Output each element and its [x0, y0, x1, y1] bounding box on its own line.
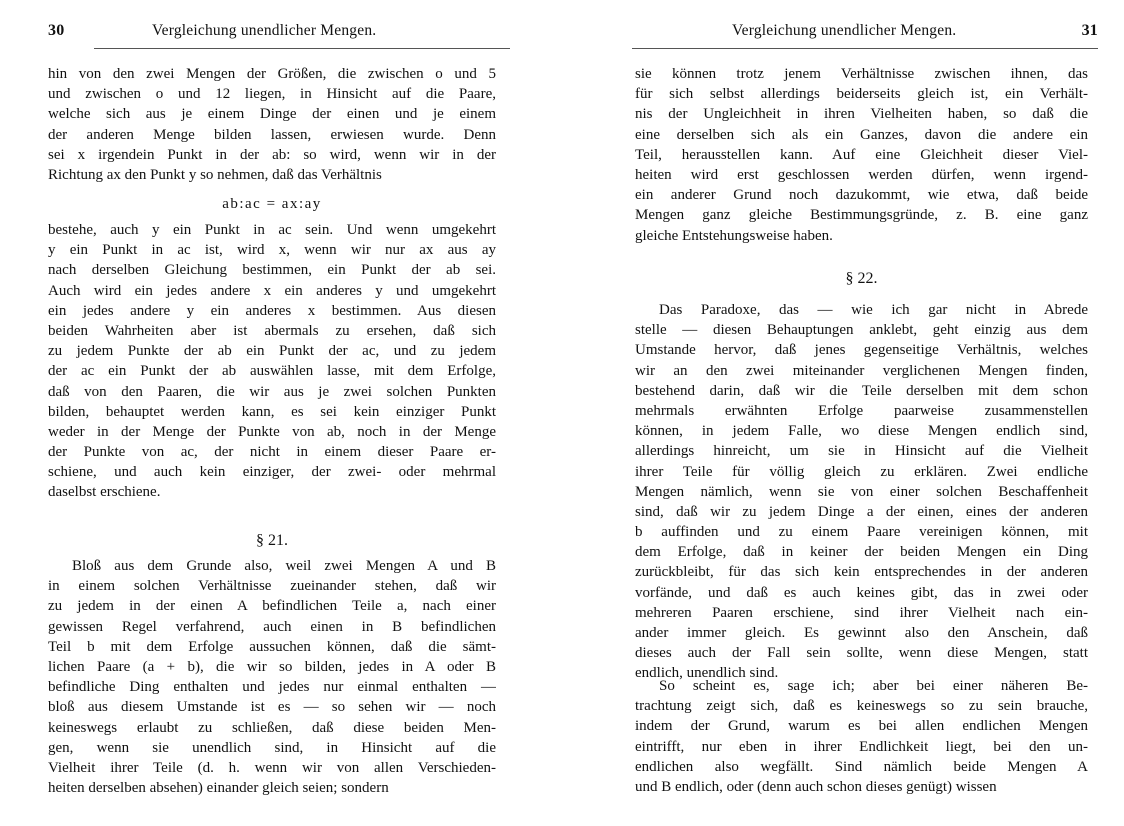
head-rule-left — [94, 48, 510, 49]
text-line: schiene, und auch kein einziger, der zwei- oder mehrmal — [48, 464, 496, 481]
running-head-right — [632, 22, 1098, 44]
formula-ratio: ab:ac = ax:ay — [222, 196, 322, 212]
text-line: sie können trotz jenem Verhältnisse zwischen ihnen, das — [635, 66, 1088, 82]
text-line: hin von den zwei Mengen der Größen, die zwischen o und 5 — [48, 66, 496, 82]
text-line: sei x irgendein Punkt in der ab: so wird, wenn wir in der — [48, 146, 496, 163]
text-line: Mengen nämlich, wenn sie von einer solchen Beschaffenheit — [635, 483, 1088, 500]
right-paragraph-2 — [635, 300, 1088, 684]
text-line: Teil b mit dem Erfolge aussuchen können, daß die sämt- — [48, 638, 496, 655]
text-line: welche sich aus je einem Dinge der einen und je einem — [48, 106, 496, 123]
text-line: der Punkte von ac, der nicht in einem dieser Paare er- — [48, 444, 496, 461]
text-line: gen, wenn sie unendlich sind, in Hinsicht auf die — [48, 739, 496, 756]
text-line: stelle — diesen Behauptungen anklebt, geht einzig aus dem — [635, 322, 1088, 339]
right-paragraph-1 — [635, 64, 1088, 246]
text-line: wir an den zwei miteinander verglichenen Mengen finden, — [635, 362, 1088, 379]
text-line: eine derselben sich als ein Ganzes, davon die andere ein — [635, 126, 1088, 143]
text-line: endlichen also wegfällt. Sind nämlich beide Mengen A — [635, 758, 1088, 775]
text-line: zu jedem Punkte der ab ein Punkt der ac, und zu jedem — [48, 343, 496, 360]
right-page — [562, 0, 1124, 826]
text-line: Richtung ax den Punkt y so nehmen, daß das Verhältnis — [48, 166, 382, 183]
text-line: mehrmals erwähnten Erfolge paarweise zusammenstellen — [635, 402, 1088, 419]
text-line: dem Erfolge, daß in keiner der beiden Mengen ein Ding — [635, 544, 1088, 561]
text-line: Mengen ganz gleiche Bestimmungsgründe, z. B. eine ganz — [635, 207, 1088, 224]
text-line: vorfände, und daß es auch keines gibt, das in zwei oder — [635, 584, 1088, 601]
text-line: gleiche Entstehungsweise haben. — [635, 227, 833, 244]
left-paragraph-1 — [48, 64, 496, 185]
running-head-left — [48, 22, 510, 44]
text-line: nach derselben Gleichung bestimmen, ein Punkt der ab sei. — [48, 262, 496, 279]
text-line: heiten wird erst geschlossen werden dürfen, wenn irgend- — [635, 166, 1088, 183]
text-line: y ein Punkt in ac ist, wird x, wenn wir nur ax aus ay — [48, 242, 496, 259]
text-line: ander immer gleich. Es gewinnt also den Anschein, daß — [635, 625, 1088, 641]
text-line: bestehe, auch y ein Punkt in ac sein. Und wenn umgekehrt — [48, 222, 496, 238]
text-line: Teil, herausstellen kann. Auf eine Gleichheit dieser Viel- — [635, 146, 1088, 163]
page-number-left: 30 — [48, 22, 65, 39]
running-head-title-right: Vergleichung unendlicher Mengen. — [732, 22, 957, 39]
text-line: zu jedem in der einen A befindlichen Teile a, nach einer — [48, 598, 496, 615]
text-line: b auffinden und zu einem Paare vereinigen können, mit — [635, 524, 1088, 541]
text-line: Umstande hervor, daß jenes gegenseitige Verhältnis, welches — [635, 342, 1088, 359]
text-line: ein jedes andere y ein anderes x bestimmen. Aus diesen — [48, 302, 496, 319]
head-rule-right — [632, 48, 1098, 49]
text-line: keineswegs erlaubt zu schließen, daß diese beiden Men- — [48, 719, 496, 736]
text-line: trachtung zeigt sich, daß es keineswegs so zu sein brauche, — [635, 698, 1088, 715]
left-paragraph-3 — [48, 556, 496, 798]
text-line: nis der Ungleichheit in ihren Vielheiten haben, so daß die — [635, 106, 1088, 123]
text-line: heiten derselben absehen) einander gleich seien; sondern — [48, 780, 389, 797]
text-line: und zwischen o und 12 liegen, in Hinsicht auf die Paare, — [48, 86, 496, 103]
text-line: ihrer Teile für völlig gleich zu erklären. Zwei endliche — [635, 463, 1088, 480]
text-line: sind, daß wir zu jedem Dinge a der einen, eines der anderen — [635, 503, 1088, 520]
text-line: So scheint es, sage ich; aber bei einer näheren Be- — [659, 678, 1088, 694]
text-line: gewissen Regel verfahrend, auch einen in B befindlichen — [48, 618, 496, 635]
text-line: daselbst erschiene. — [48, 484, 161, 501]
text-line: Auch wird ein jedes andere x ein anderes y und umgekehrt — [48, 282, 496, 299]
text-line: eintrifft, nur eben in ihrer Endlichkeit liegt, bei den un- — [635, 738, 1088, 755]
text-line: weder in der Menge der Punkte von ab, noch in der Menge — [48, 423, 496, 440]
text-line: befindliche Ding enthalten und jedes nur einmal enthalten — — [48, 679, 496, 696]
section-heading-21: § 21. — [256, 532, 288, 549]
text-line: mehreren Paaren erschiene, sind ihrer Vielheit nach ein- — [635, 604, 1088, 621]
text-line: bilden, behauptet werden kann, es sei kein einziger Punkt — [48, 403, 496, 420]
text-line: daß von den Paaren, die wir aus je zwei solchen Punkten — [48, 383, 496, 400]
left-formula — [48, 188, 496, 220]
right-paragraph-3 — [635, 676, 1088, 797]
text-line: der anderen Menge bilden lassen, erwiesen wurde. Denn — [48, 126, 496, 143]
text-line: dieses auch der Fall sein sollte, wenn diese Mengen, statt — [635, 645, 1088, 662]
text-line: Vielheit ihrer Teile (d. h. wenn wir von allen Verschieden- — [48, 759, 496, 776]
section-heading-22: § 22. — [845, 270, 878, 287]
text-line: für sich selbst allerdings beiderseits gleich ist, ein Verhält- — [635, 86, 1088, 103]
page-number-right: 31 — [1081, 22, 1098, 39]
text-line: Bloß aus dem Grunde also, weil zwei Mengen A und B — [72, 558, 496, 574]
text-line: indem der Grund, warum es bei allen endlichen Mengen — [635, 718, 1088, 735]
text-line: endlich, unendlich sind. — [635, 665, 779, 682]
left-paragraph-2 — [48, 220, 496, 503]
text-line: in einem solchen Verhältnisse zueinander stehen, daß wir — [48, 578, 496, 595]
text-line: Das Paradoxe, das — wie ich gar nicht in Abrede — [659, 302, 1088, 318]
text-line: lichen Paare (a + b), die wir so bilden, jedes in A oder B — [48, 658, 496, 675]
text-line: zurückbleibt, für das sich kein entsprechendes in der anderen — [635, 564, 1088, 581]
running-head-title-left: Vergleichung unendlicher Mengen. — [152, 22, 377, 39]
text-line: und B endlich, oder (denn auch schon dieses genügt) wissen — [635, 778, 997, 795]
text-line: bestehend darin, daß wir die Teile derselben mit dem schon — [635, 382, 1088, 399]
text-line: können, in jedem Falle, wo diese Mengen endlich sind, — [635, 423, 1088, 440]
text-line: bloß aus diesem Umstande ist es — so sehen wir — noch — [48, 699, 496, 716]
text-line: allerdings hinreicht, um sie in Hinsicht auf die Vielheit — [635, 443, 1088, 460]
text-line: ein anderer Grund noch dazukommt, wie etwa, daß beide — [635, 187, 1088, 204]
text-line: der ac ein Punkt der ab auswählen lasse, mit dem Erfolge, — [48, 363, 496, 380]
text-line: beiden Wahrheiten aber ist abermals zu ersehen, daß sich — [48, 322, 496, 339]
